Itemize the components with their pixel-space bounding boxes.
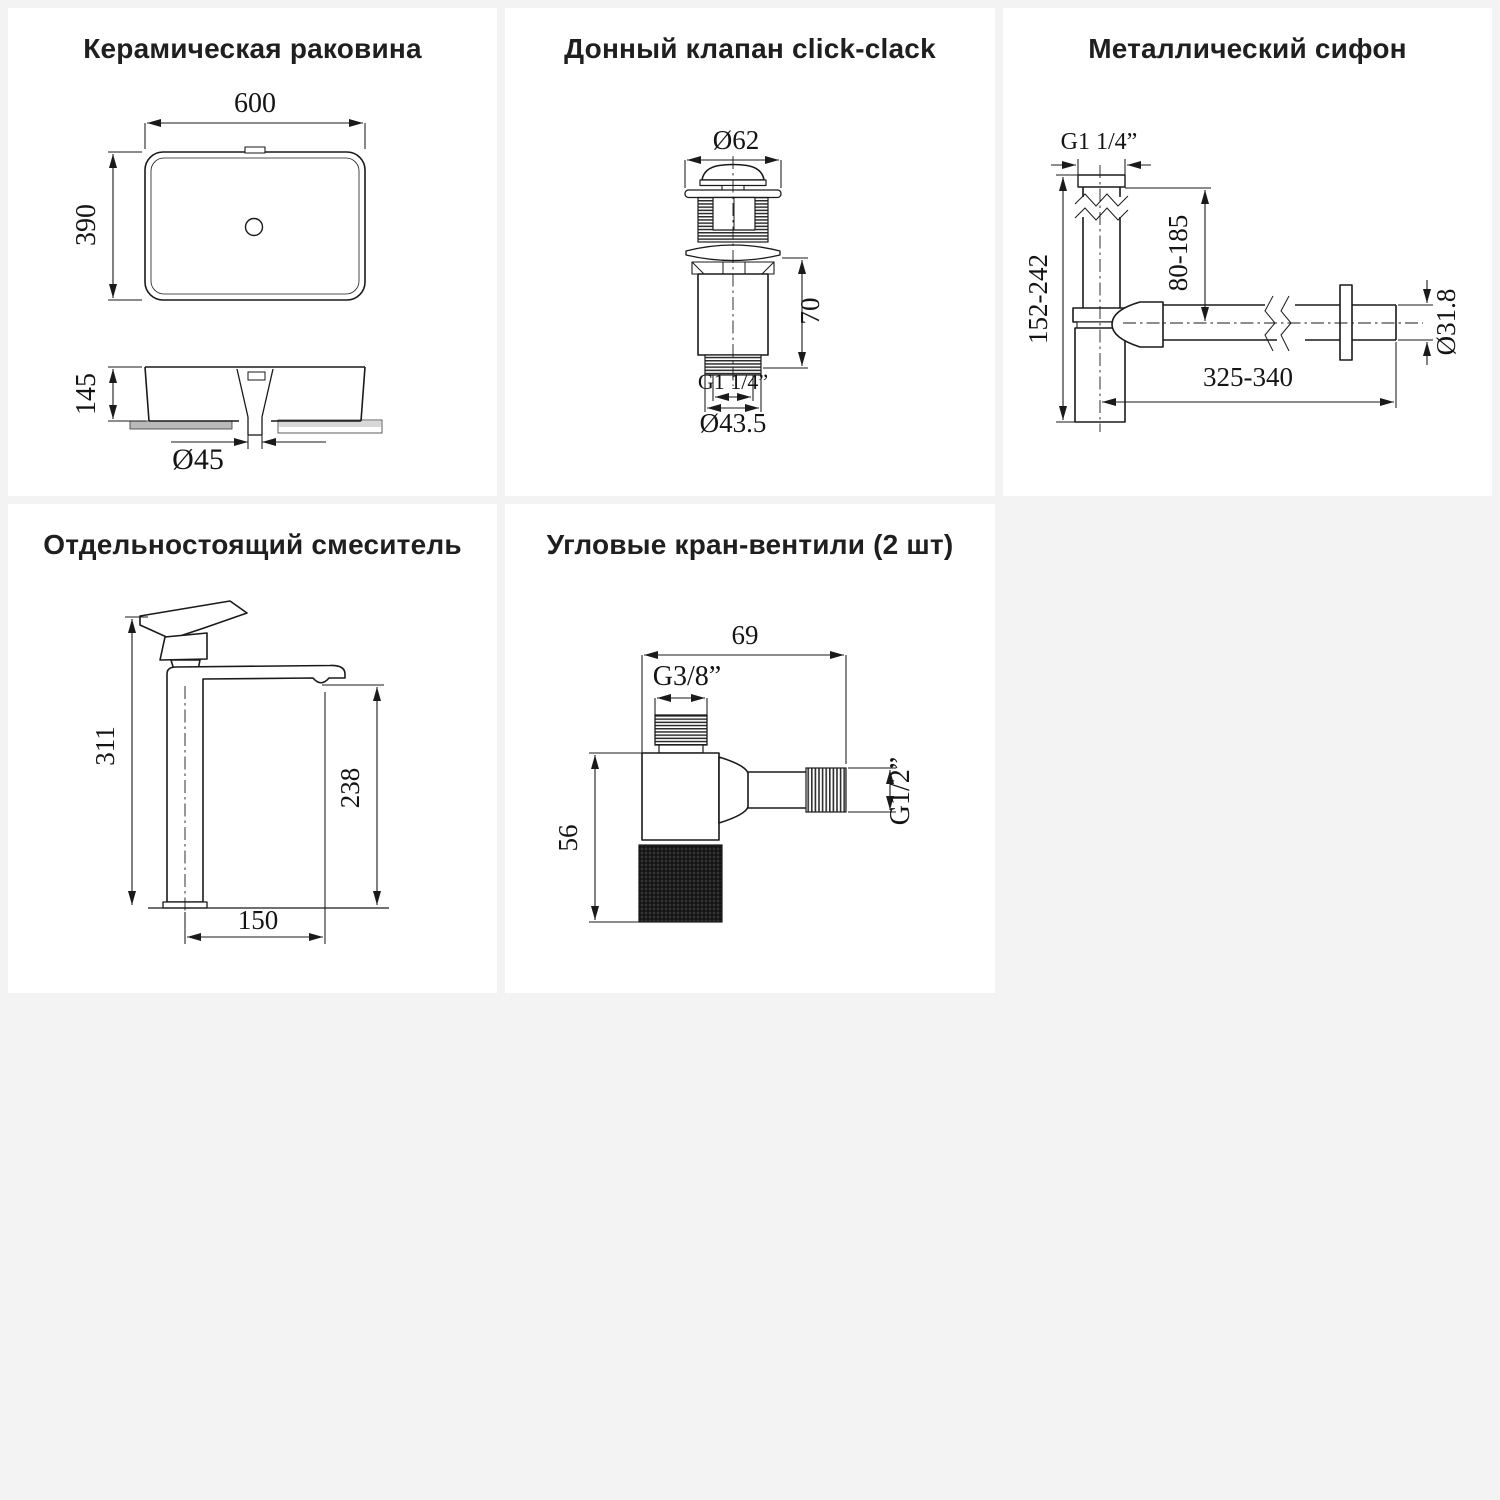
valve-cap-diameter-label: Ø62 [712, 125, 760, 155]
mixer-spout-height-label: 238 [335, 767, 365, 809]
sink-top-view [145, 147, 365, 300]
siphon-total-height-label: 152-242 [1023, 254, 1053, 344]
drain-valve-body [685, 156, 781, 386]
valve-height-label: 70 [795, 297, 825, 325]
panel-siphon [1003, 8, 1492, 496]
valve-thread-label: G1 1/4” [697, 369, 769, 394]
mixer-spout-reach-label: 150 [237, 905, 279, 935]
angle-valve-drawing [505, 504, 995, 993]
sink-title: Керамическая раковина [83, 33, 422, 64]
angle-valve-inlet-thread-label: G3/8” [652, 661, 722, 692]
sink-drain-label: Ø45 [172, 443, 224, 476]
mixer-title: Отдельностоящий смеситель [43, 529, 462, 560]
mixer-total-height-label: 311 [90, 726, 120, 766]
sink-side-view [130, 367, 382, 435]
sink-width-label: 600 [234, 88, 276, 119]
panel-angle-valves [505, 504, 995, 993]
mixer-body [140, 601, 389, 916]
angle-valve-outlet-thread-label: G1/2” [885, 756, 916, 826]
panel-mixer [8, 504, 497, 993]
mixer-drawing [8, 504, 497, 993]
sink-height-label: 145 [71, 373, 102, 415]
siphon-drawing [1003, 8, 1492, 496]
panel-sink [8, 8, 497, 496]
siphon-title: Металлический сифон [1088, 33, 1407, 64]
siphon-outlet-diameter-label: Ø31.8 [1431, 288, 1461, 356]
angle-valve-width-label: 69 [731, 620, 759, 650]
sink-depth-label: 390 [71, 204, 102, 246]
drain-valve-title: Донный клапан click-clack [564, 33, 936, 64]
valve-thread-diameter-label: Ø43.5 [699, 408, 767, 438]
siphon-outlet-length-label: 325-340 [1203, 362, 1293, 392]
angle-valve-body [639, 715, 846, 922]
angle-valves-title: Угловые кран-вентили (2 шт) [546, 529, 954, 560]
siphon-thread-label: G1 1/4” [1060, 129, 1138, 155]
angle-valve-height-label: 56 [553, 824, 583, 852]
drain-valve-drawing [505, 8, 995, 496]
siphon-inlet-height-label: 80-185 [1163, 214, 1193, 292]
panel-drain-valve [505, 8, 995, 496]
sink-drawing [8, 8, 497, 496]
